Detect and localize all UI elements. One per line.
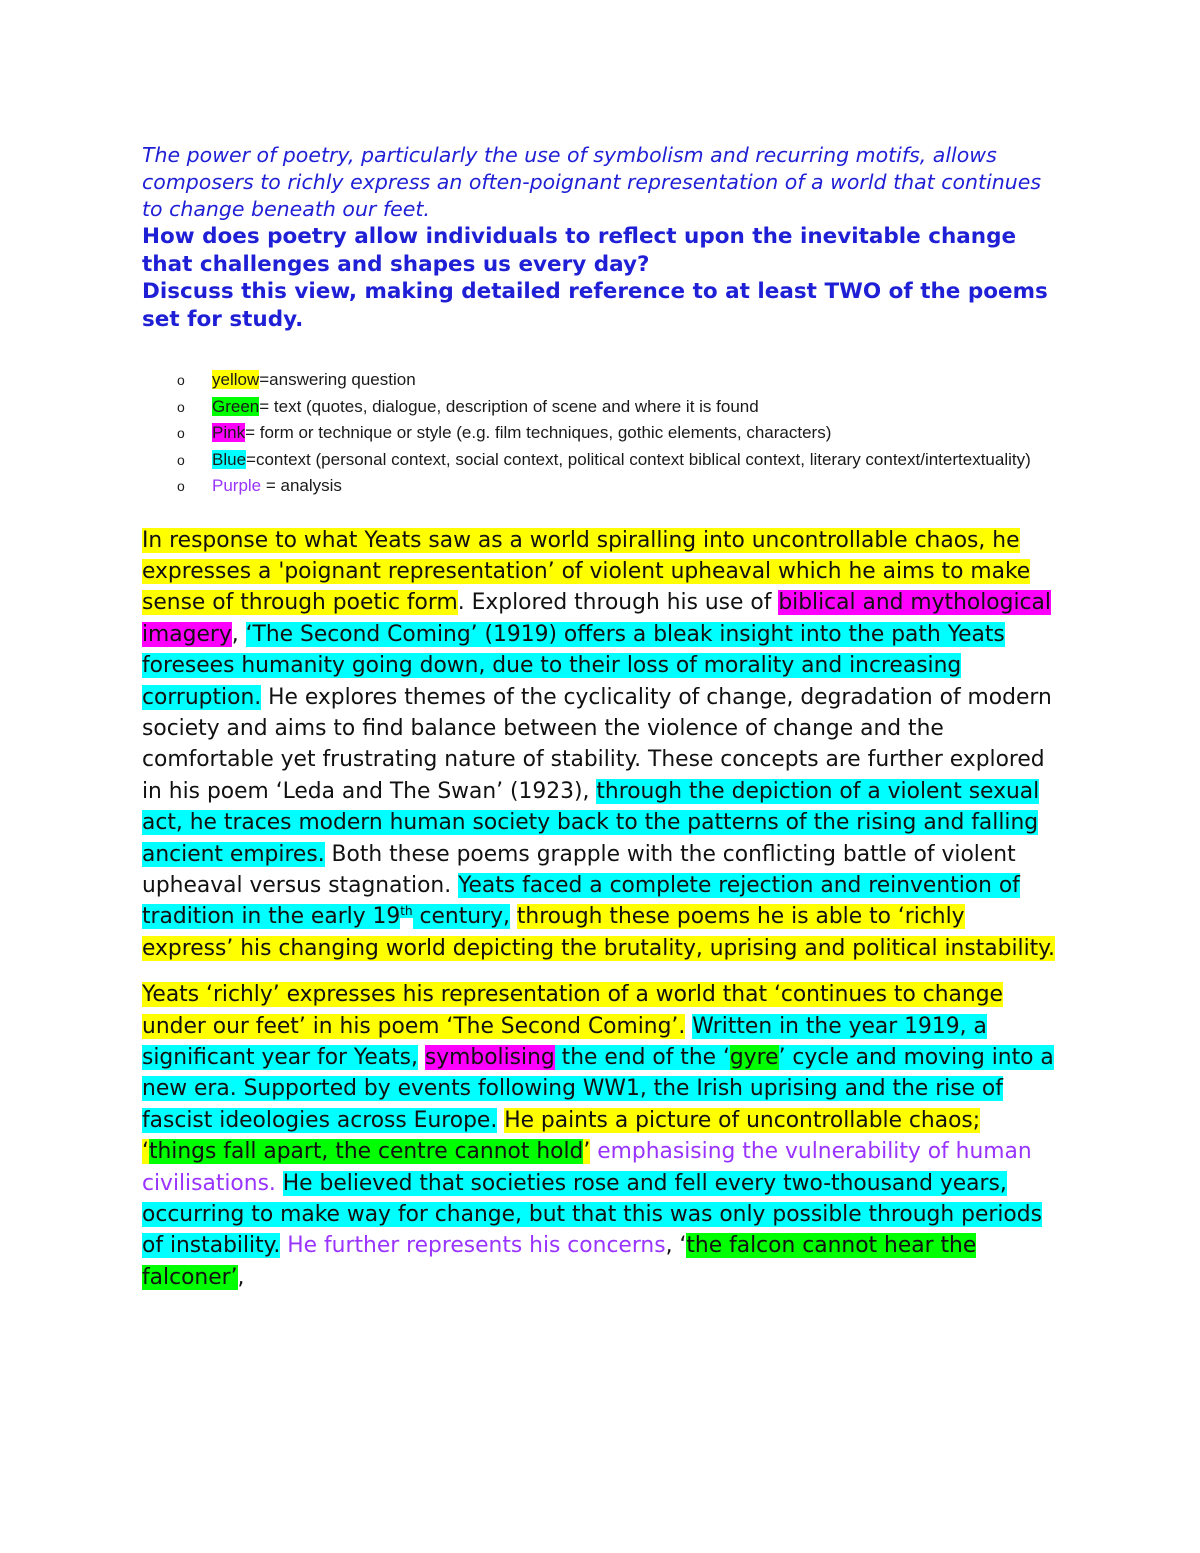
legend-desc: =answering question [259, 370, 416, 389]
highlight-technique: biblical and mythological imagery [142, 590, 1051, 647]
legend-label: yellow [212, 370, 260, 389]
legend-label: Purple [212, 476, 262, 495]
essay-paragraph-1 [142, 525, 1060, 965]
legend-desc: =context (personal context, social context, political context biblical context, literary context/intertextuality) [246, 449, 1031, 469]
plain-text: . Explored through his use of [457, 590, 779, 616]
highlight-context: through the depiction of a violent sexual act, he traces modern human society back to the patterns of the rising and falling ancient empires. [142, 778, 1040, 867]
legend-desc: = text (quotes, dialogue, description of scene and where it is found [259, 396, 759, 416]
highlight-context: Written in the year 1919, a significant year for Yeats, [142, 1013, 987, 1070]
essay-question: How does poetry allow individuals to reflect upon the inevitable change that challenges and shapes us every day? [142, 224, 1017, 277]
bullet-icon: o [177, 425, 185, 441]
legend-item-green [177, 394, 1060, 421]
bullet-icon: o [177, 478, 185, 494]
plain-text: , [237, 1264, 245, 1290]
highlight-context: century, [412, 904, 510, 930]
highlight-answer: He paints a picture of uncontrollable chaos; ‘ [142, 1107, 981, 1165]
highlight-answer: Yeats ‘richly’ expresses his representation of a world that ‘continues to change under our feet’ in his poem ‘The Second Coming’. [142, 982, 1003, 1039]
highlight-context: ‘The Second Coming’ (1919) offers a bleak insight into the path Yeats foresees humanity going down, due to their loss of morality and increasing corruption. [142, 621, 1005, 710]
legend-item-yellow [177, 367, 1060, 394]
bullet-icon: o [177, 372, 185, 388]
legend-item-blue [177, 447, 1060, 474]
plain-text: Both these poems grapple with the conflicting battle of violent upheaval versus stagnation. [142, 841, 1016, 898]
color-legend [142, 367, 1060, 500]
highlight-answer: ’ [583, 1139, 591, 1165]
highlight-context: Yeats faced a complete rejection and reinvention of tradition in the early 19 [142, 872, 1020, 930]
highlight-quote: the falcon cannot hear the falconer’ [142, 1233, 977, 1290]
plain-text [276, 1171, 283, 1196]
legend-label: Pink [212, 423, 246, 442]
highlight-answer: In response to what Yeats saw as a world spiralling into uncontrollable chaos, he expresses a 'poignant representation’ of violent upheaval which he aims to make sense of through poetic form [142, 527, 1031, 616]
highlight-context: ’ cycle and moving into a new era. Supported by events following WW1, the Irish uprising and the rise of fascist ideologies across Europe. [142, 1045, 1054, 1133]
essay-prompt-intro: The power of poetry, particularly the use of symbolism and recurring motifs, allows composers to richly express an often-poignant representation of a world that continues to change beneath our feet. [142, 143, 1042, 221]
essay-paragraph-2 [142, 979, 1060, 1293]
bullet-icon: o [177, 398, 185, 415]
legend-label: Green [212, 396, 260, 416]
analysis-text: He further represents his concerns [287, 1233, 666, 1259]
legend-item-purple [177, 473, 1060, 500]
highlight-quote: gyre [729, 1045, 779, 1070]
legend-desc: = analysis [261, 476, 342, 495]
plain-text [510, 904, 517, 929]
plain-text: He explores themes of the cyclicality of change, degradation of modern society and aims to find balance between the violence of change and the comfortable yet frustrating nature of stability. These concepts are further explored in his poem ‘Leda and The Swan’ (1923), [142, 684, 1052, 804]
highlight-context: He believed that societies rose and fell every two-thousand years, occurring to make way for change, but that this was only possible through periods of instability. [142, 1170, 1042, 1259]
bullet-icon: o [177, 451, 185, 468]
legend-item-pink [177, 420, 1060, 447]
essay-instruction: Discuss this view, making detailed reference to at least TWO of the poems set for study. [142, 279, 1048, 332]
highlight-technique: symbolising [424, 1045, 555, 1070]
highlight-answer: through these poems he is able to ‘richly express’ his changing world depicting the brutality, uprising and political instability. [142, 904, 1055, 961]
analysis-text: emphasising the vulnerability of human civilisations. [142, 1139, 1032, 1196]
legend-desc: = form or technique or style (e.g. film techniques, gothic elements, characters) [245, 423, 832, 442]
legend-label: Blue [212, 449, 247, 469]
plain-text: , ‘ [665, 1233, 687, 1259]
highlight-context: the end of the ‘ [554, 1045, 730, 1070]
plain-text [418, 1045, 425, 1070]
superscript-th: th [400, 904, 413, 919]
highlight-quote: things fall apart, the centre cannot hold [148, 1139, 584, 1165]
plain-text: , [231, 621, 246, 647]
